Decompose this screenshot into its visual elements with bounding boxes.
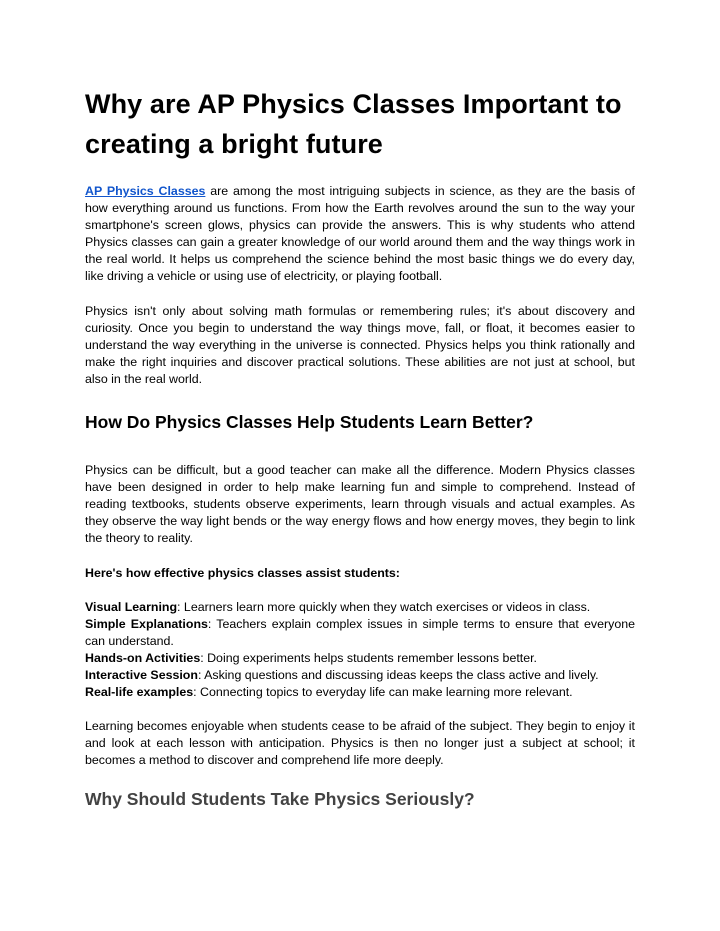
paragraph-good-teacher: Physics can be difficult, but a good teacher can make all the difference. Modern Physics classes have been designed in order to help make learning fun and simple to comprehend. Instead of reading textbooks, students observe experiments, learn through visuals and actual examples. As they observe the way light bends or the way energy flows and how energy moves, they begin to link the theory to reality. <box>85 463 635 546</box>
section-heading-take-seriously: Why Should Students Take Physics Seriously? <box>85 789 475 810</box>
list-item-desc: : Asking questions and discussing ideas keeps the class active and lively. <box>197 667 599 682</box>
list-item-desc: : Doing experiments helps students remember lessons better. <box>200 650 537 665</box>
document-page <box>85 84 635 811</box>
benefits-list <box>85 599 635 702</box>
list-item-desc: : Learners learn more quickly when they watch exercises or videos in class. <box>177 599 591 614</box>
list-item <box>85 650 635 667</box>
intro-text: are among the most intriguing subjects in science, as they are the basis of how everything around us functions. From how the Earth revolves around the sun to the way your smartphone's screen glows, physics can provide the answers. This is why students who attend Physics classes can gain a greater knowledge of our world around them and the way things work in the real world. It helps us comprehend the science behind the most basic things we do every day, like driving a vehicle or using use of electricity, or playing football. <box>85 184 635 284</box>
list-item <box>85 616 635 650</box>
document-title: Why are AP Physics Classes Important to creating a bright future <box>85 89 622 159</box>
list-item <box>85 599 635 616</box>
section-heading-learn-better: How Do Physics Classes Help Students Learn Better? <box>85 412 534 433</box>
paragraph-enjoyable: Learning becomes enjoyable when students cease to be afraid of the subject. They begin to enjoy it and look at each lesson with anticipation. Physics is then no longer just a subject at school; it becomes a method to discover and comprehend life more deeply. <box>85 719 635 768</box>
list-item <box>85 684 635 701</box>
list-item-term: Hands-on Activities <box>85 650 201 665</box>
ap-physics-classes-link[interactable]: AP Physics Classes <box>85 184 206 198</box>
paragraph-discovery: Physics isn't only about solving math formulas or remembering rules; it's about discovery and curiosity. Once you begin to understand the way things move, fall, or float, it becomes easier to understand the way everything in the universe is connected. Physics helps you think rationally and make the right inquiries and discover practical solutions. These abilities are not just at school, but also in the real world. <box>85 303 635 386</box>
list-item <box>85 667 635 684</box>
list-item-term: Simple Explanations <box>85 616 208 631</box>
list-item-desc: : Connecting topics to everyday life can make learning more relevant. <box>193 685 573 700</box>
list-intro: Here's how effective physics classes assist students: <box>85 565 400 580</box>
list-item-term: Real-life examples <box>85 685 194 700</box>
list-item-term: Interactive Session <box>85 667 198 682</box>
list-item-term: Visual Learning <box>85 599 178 614</box>
intro-paragraph <box>85 183 635 286</box>
list-item-desc: : Teachers explain complex issues in simple terms to ensure that everyone can understand. <box>85 616 635 648</box>
